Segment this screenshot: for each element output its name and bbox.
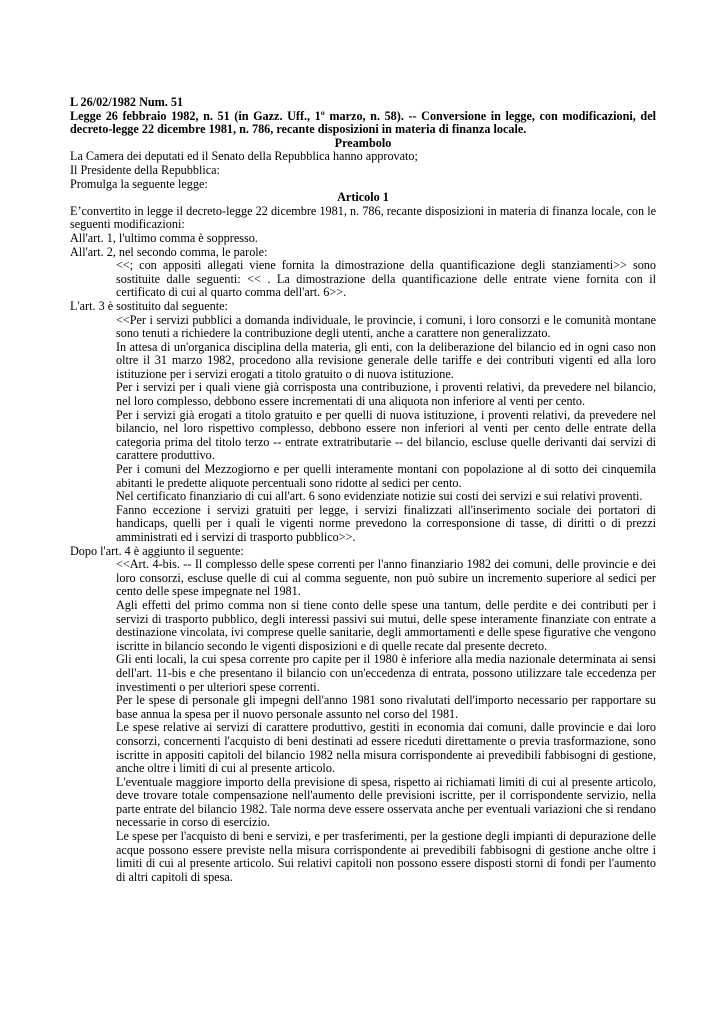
art4-intro: Dopo l'art. 4 è aggiunto il seguente:	[70, 543, 244, 558]
art2-intro: All'art. 2, nel secondo comma, le parole:	[70, 244, 268, 259]
art1-amendment: All'art. 1, l'ultimo comma è soppresso.	[70, 230, 258, 245]
art3-paragraph: In attesa di un'organica disciplina della materia, gli enti, con la deliberazione del bilancio ed in ogni caso non oltre il 31 marzo 1982, procedono alla revisione generale delle tariffe e dei contributi vigenti ed alla loro istituzione per i servizi erogati a titolo gratuito o di nuova istituzione.	[116, 339, 656, 381]
document-page	[70, 96, 656, 884]
art4-paragraph: Gli enti locali, la cui spesa corrente pro capite per il 1980 è inferiore alla media nazionale determinata ai sensi dell'art. 11-bis e che presentano il bilancio con un'eccedenza di entrata, possono utilizzare tale eccedenza per investimenti o per ulteriori spese correnti.	[116, 652, 656, 694]
article-heading: Articolo 1	[337, 190, 389, 205]
art4-paragraph: Le spese relative ai servizi di carattere produttivo, gestiti in economia dai comuni, dalle provincie e dai loro consorzi, concernenti l'acquisto di beni destinati ad essere riceduti direttamente o previa trasformazione, sono iscritte in appositi capitoli del bilancio 1982 nella misura corrispondente ai prevedibili fabbisogni di gestione, anche oltre i limiti di cui al presente articolo.	[116, 720, 656, 776]
art4-paragraph: Le spese per l'acquisto di beni e servizi, e per trasferimenti, per la gestione degli impianti di depurazione delle acque possono essere previste nella misura corrispondente ai prevedibili fabbisogni di gestione anche oltre i limiti di cui al presente articolo. Sui relativi capitoli non possono essere disposti storni di fondi per l'aumento di altri capitoli di spesa.	[116, 829, 656, 884]
art4-paragraph: <<Art. 4-bis. -- Il complesso delle spese correnti per l'anno finanziario 1982 dei comuni, delle provincie e dei loro consorzi, escluse quelle di cui al comma seguente, non può subire un incremento superiore al sedici per cento delle spese impegnate nel 1981.	[116, 557, 656, 599]
law-reference: L 26/02/1982 Num. 51	[70, 95, 184, 109]
art3-paragraph: Per i servizi per i quali viene già corrisposta una contribuzione, i proventi relativi, da prevedere nel bilancio, nel loro complesso, debbono essere incrementati di una aliquota non inferiore al venti per cento.	[116, 380, 656, 409]
preamble-heading: Preambolo	[334, 135, 392, 150]
art3-paragraph: Fanno eccezione i servizi gratuiti per legge, i servizi finalizzati all'inserimento sociale dei portatori di handicaps, quelli per i quali le vigenti norme prevedono la corresponsione di tasse, di diritti o di prezzi amministrati ed i servizi di trasporto pubblico>>.	[116, 502, 656, 544]
art4-paragraph: Per le spese di personale gli impegni dell'anno 1981 sono rivalutati dell'importo necessario per rapportare su base annua la spesa per il nuovo personale assunto nel corso del 1981.	[116, 693, 656, 721]
art3-intro: L'art. 3 è sostituito dal seguente:	[70, 298, 228, 313]
art4-paragraph: Agli effetti del primo comma non si tiene conto delle spese una tantum, delle perdite e dei contributi per i servizi di trasporto pubblico, degli interessi passivi sui mutui, delle spese interamente finanziate con entrate a destinazione vincolata, ivi comprese quelle sanitarie, degli ammortamenti e delle spese figurative che vengono iscritte in bilancio secondo le vigenti disposizioni e di quelle recate dal presente decreto.	[116, 597, 656, 653]
law-title: Legge 26 febbraio 1982, n. 51 (in Gazz. Uff., 1º marzo, n. 58). -- Conversione in legge, con modificazioni, del decreto-legge 22 dicembre 1981, n. 786, recante disposizioni in materia di finanza locale.	[70, 108, 656, 137]
art3-paragraph: Per i servizi già erogati a titolo gratuito e per quelli di nuova istituzione, i proventi relativi, da prevedere nel bilancio, nel loro rispettivo complesso, debbono essere non inferiori al venti per cento delle entrate della categoria prima del titolo terzo -- entrate extratributarie -- del bilancio, escluse quelle derivanti dai servizi di carattere produttivo.	[116, 407, 656, 463]
art2-text: <<; con appositi allegati viene fornita la dimostrazione della quantificazione degli stanziamenti>> sono sostituite dalle seguenti: << . La dimostrazione della quantificazione delle entrate viene fornita con il certificato di cui al quarto comma dell'art. 6>>.	[116, 258, 656, 300]
preamble-line: La Camera dei deputati ed il Senato della Repubblica hanno approvato;	[70, 149, 418, 164]
art4-paragraph: L'eventuale maggiore importo della previsione di spesa, rispetto ai richiamati limiti di cui al presente articolo, deve trovare totale compensazione nell'aumento delle previsioni iscritte, per il corrispondente servizio, nella parte entrate del bilancio 1982. Tale norma deve essere osservata anche per eventuali variazioni che si rendano necessarie in corso di esercizio.	[116, 774, 656, 830]
art3-paragraph: <<Per i servizi pubblici a domanda individuale, le provincie, i comuni, i loro consorzi e le comunità montane sono tenuti a richiedere la contribuzione degli utenti, anche a carattere non generalizzato.	[116, 312, 656, 341]
preamble-line: Promulga la seguente legge:	[70, 176, 208, 191]
art3-paragraph: Nel certificato finanziario di cui all'art. 6 sono evidenziate notizie sui costi dei servizi e sui relativi proventi.	[116, 489, 643, 504]
art3-paragraph: Per i comuni del Mezzogiorno e per quelli interamente montani con popolazione al di sotto dei cinquemila abitanti le predette aliquote percentuali sono ridotte al sedici per cento.	[116, 462, 656, 490]
article-intro: E’convertito in legge il decreto-legge 22 dicembre 1981, n. 786, recante disposizioni in materia di finanza locale, con le seguenti modificazioni:	[70, 203, 656, 232]
preamble-line: Il Presidente della Repubblica:	[70, 162, 220, 177]
